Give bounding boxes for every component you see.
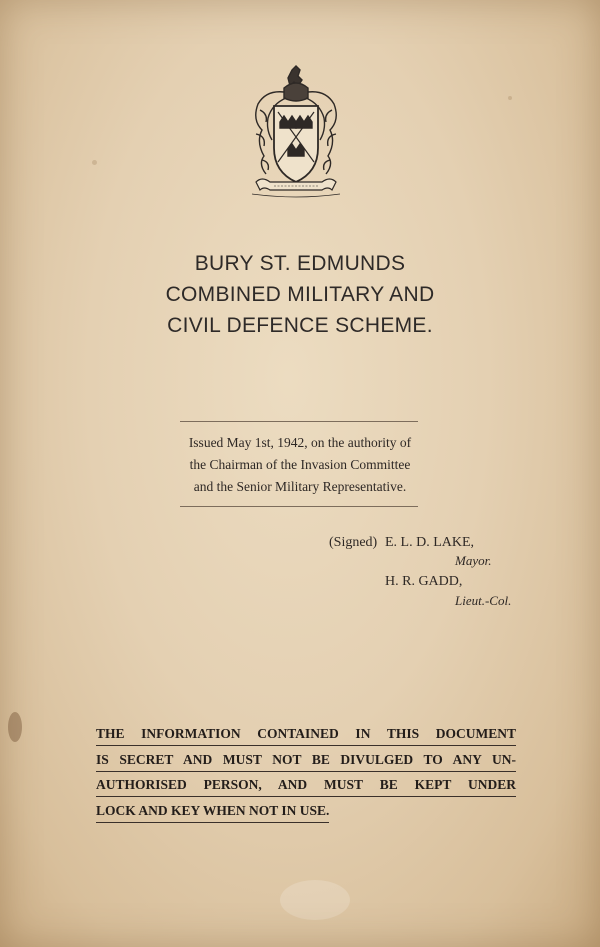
colonel-name: H. R. GADD, [385, 574, 463, 589]
title-line: COMBINED MILITARY AND [165, 283, 435, 306]
stain-spot [92, 160, 97, 165]
stain-spot [508, 96, 512, 100]
warning-line: THE INFORMATION CONTAINED IN THIS DOCUMENT [96, 722, 516, 746]
colonel-role: Lieut.-Col. [455, 593, 512, 608]
issued-line: Issued May 1st, 1942, on the authority of [188, 435, 412, 450]
coat-of-arms-crest [248, 64, 344, 200]
mayor-role: Mayor. [455, 553, 492, 568]
title-line: CIVIL DEFENCE SCHEME. [167, 314, 433, 337]
issued-statement [160, 432, 440, 498]
divider-bottom [180, 506, 418, 507]
divider-top [180, 421, 418, 422]
stain-spot [8, 712, 22, 742]
signed-label: (Signed) [329, 535, 378, 550]
issued-line: and the Senior Military Representative. [193, 479, 407, 494]
document-title [100, 248, 500, 341]
issued-line: the Chairman of the Invasion Committee [189, 457, 411, 472]
warning-line: AUTHORISED PERSON, AND MUST BE KEPT UNDER [96, 773, 516, 797]
stain-spot [280, 880, 350, 920]
secrecy-warning [96, 722, 516, 824]
warning-line: IS SECRET AND MUST NOT BE DIVULGED TO ANY UN- [96, 748, 516, 772]
warning-line: LOCK AND KEY WHEN NOT IN USE. [96, 799, 329, 823]
mayor-name: E. L. D. LAKE, [385, 535, 475, 550]
title-line: BURY ST. EDMUNDS [194, 252, 406, 275]
